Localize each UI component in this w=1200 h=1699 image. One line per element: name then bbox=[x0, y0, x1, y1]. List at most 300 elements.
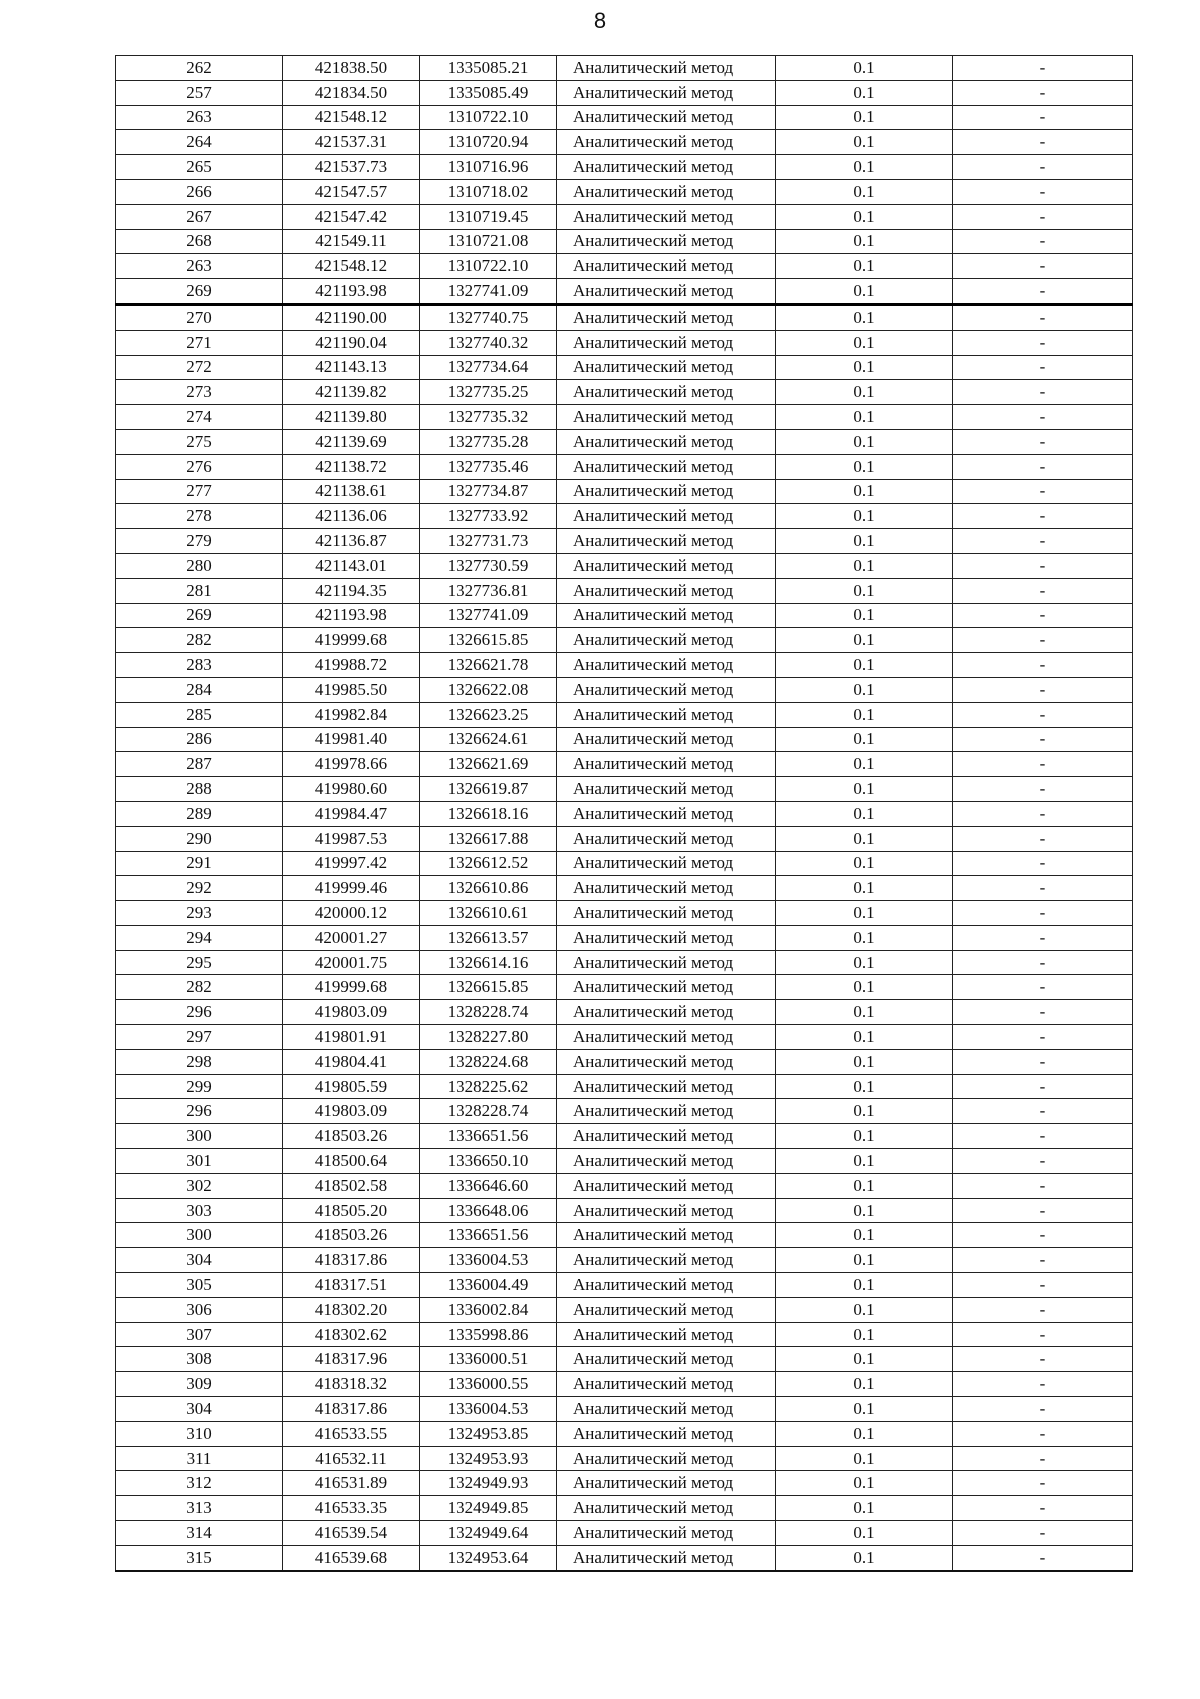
method-cell: Аналитический метод bbox=[557, 603, 776, 628]
x-coordinate-cell: 419988.72 bbox=[283, 653, 420, 678]
y-coordinate-cell: 1327733.92 bbox=[420, 504, 557, 529]
method-cell: Аналитический метод bbox=[557, 702, 776, 727]
point-number-cell: 311 bbox=[116, 1446, 283, 1471]
y-coordinate-cell: 1327736.81 bbox=[420, 578, 557, 603]
note-cell: - bbox=[953, 1297, 1133, 1322]
point-number-cell: 299 bbox=[116, 1074, 283, 1099]
note-cell: - bbox=[953, 405, 1133, 430]
accuracy-cell: 0.1 bbox=[776, 901, 953, 926]
y-coordinate-cell: 1327741.09 bbox=[420, 279, 557, 305]
method-cell: Аналитический метод bbox=[557, 105, 776, 130]
x-coordinate-cell: 420001.75 bbox=[283, 950, 420, 975]
table-row bbox=[116, 1149, 1133, 1174]
method-cell: Аналитический метод bbox=[557, 380, 776, 405]
note-cell: - bbox=[953, 204, 1133, 229]
table-row bbox=[116, 454, 1133, 479]
table-row bbox=[116, 1273, 1133, 1298]
note-cell: - bbox=[953, 752, 1133, 777]
y-coordinate-cell: 1326621.69 bbox=[420, 752, 557, 777]
table-row bbox=[116, 1173, 1133, 1198]
accuracy-cell: 0.1 bbox=[776, 454, 953, 479]
note-cell: - bbox=[953, 229, 1133, 254]
y-coordinate-cell: 1336651.56 bbox=[420, 1124, 557, 1149]
x-coordinate-cell: 421548.12 bbox=[283, 105, 420, 130]
x-coordinate-cell: 418317.51 bbox=[283, 1273, 420, 1298]
accuracy-cell: 0.1 bbox=[776, 702, 953, 727]
x-coordinate-cell: 421193.98 bbox=[283, 279, 420, 305]
method-cell: Аналитический метод bbox=[557, 1198, 776, 1223]
accuracy-cell: 0.1 bbox=[776, 1322, 953, 1347]
y-coordinate-cell: 1310721.08 bbox=[420, 229, 557, 254]
point-number-cell: 266 bbox=[116, 179, 283, 204]
table-row bbox=[116, 355, 1133, 380]
accuracy-cell: 0.1 bbox=[776, 1049, 953, 1074]
point-number-cell: 271 bbox=[116, 330, 283, 355]
x-coordinate-cell: 418502.58 bbox=[283, 1173, 420, 1198]
method-cell: Аналитический метод bbox=[557, 1471, 776, 1496]
x-coordinate-cell: 421136.06 bbox=[283, 504, 420, 529]
point-number-cell: 300 bbox=[116, 1124, 283, 1149]
point-number-cell: 274 bbox=[116, 405, 283, 430]
accuracy-cell: 0.1 bbox=[776, 578, 953, 603]
point-number-cell: 304 bbox=[116, 1248, 283, 1273]
note-cell: - bbox=[953, 677, 1133, 702]
accuracy-cell: 0.1 bbox=[776, 429, 953, 454]
y-coordinate-cell: 1326619.87 bbox=[420, 777, 557, 802]
x-coordinate-cell: 416531.89 bbox=[283, 1471, 420, 1496]
method-cell: Аналитический метод bbox=[557, 1248, 776, 1273]
accuracy-cell: 0.1 bbox=[776, 925, 953, 950]
x-coordinate-cell: 416539.68 bbox=[283, 1545, 420, 1570]
y-coordinate-cell: 1326610.61 bbox=[420, 901, 557, 926]
accuracy-cell: 0.1 bbox=[776, 1248, 953, 1273]
x-coordinate-cell: 418317.96 bbox=[283, 1347, 420, 1372]
y-coordinate-cell: 1336646.60 bbox=[420, 1173, 557, 1198]
point-number-cell: 302 bbox=[116, 1173, 283, 1198]
x-coordinate-cell: 418302.20 bbox=[283, 1297, 420, 1322]
x-coordinate-cell: 421138.61 bbox=[283, 479, 420, 504]
accuracy-cell: 0.1 bbox=[776, 677, 953, 702]
method-cell: Аналитический метод bbox=[557, 529, 776, 554]
table-row bbox=[116, 975, 1133, 1000]
note-cell: - bbox=[953, 777, 1133, 802]
x-coordinate-cell: 416539.54 bbox=[283, 1521, 420, 1546]
note-cell: - bbox=[953, 876, 1133, 901]
note-cell: - bbox=[953, 56, 1133, 81]
accuracy-cell: 0.1 bbox=[776, 1124, 953, 1149]
table-row bbox=[116, 1347, 1133, 1372]
point-number-cell: 284 bbox=[116, 677, 283, 702]
point-number-cell: 291 bbox=[116, 851, 283, 876]
point-number-cell: 292 bbox=[116, 876, 283, 901]
x-coordinate-cell: 419985.50 bbox=[283, 677, 420, 702]
x-coordinate-cell: 421193.98 bbox=[283, 603, 420, 628]
table-row bbox=[116, 777, 1133, 802]
point-number-cell: 269 bbox=[116, 279, 283, 305]
y-coordinate-cell: 1336002.84 bbox=[420, 1297, 557, 1322]
x-coordinate-cell: 418317.86 bbox=[283, 1248, 420, 1273]
method-cell: Аналитический метод bbox=[557, 504, 776, 529]
coordinates-table-body bbox=[116, 56, 1133, 1571]
table-row bbox=[116, 578, 1133, 603]
point-number-cell: 262 bbox=[116, 56, 283, 81]
accuracy-cell: 0.1 bbox=[776, 479, 953, 504]
y-coordinate-cell: 1327734.87 bbox=[420, 479, 557, 504]
note-cell: - bbox=[953, 279, 1133, 305]
table-row bbox=[116, 1074, 1133, 1099]
accuracy-cell: 0.1 bbox=[776, 80, 953, 105]
y-coordinate-cell: 1328228.74 bbox=[420, 1099, 557, 1124]
x-coordinate-cell: 421549.11 bbox=[283, 229, 420, 254]
x-coordinate-cell: 419999.68 bbox=[283, 628, 420, 653]
point-number-cell: 263 bbox=[116, 105, 283, 130]
point-number-cell: 305 bbox=[116, 1273, 283, 1298]
y-coordinate-cell: 1326621.78 bbox=[420, 653, 557, 678]
accuracy-cell: 0.1 bbox=[776, 801, 953, 826]
y-coordinate-cell: 1335085.21 bbox=[420, 56, 557, 81]
note-cell: - bbox=[953, 429, 1133, 454]
y-coordinate-cell: 1310719.45 bbox=[420, 204, 557, 229]
accuracy-cell: 0.1 bbox=[776, 727, 953, 752]
x-coordinate-cell: 416532.11 bbox=[283, 1446, 420, 1471]
x-coordinate-cell: 421194.35 bbox=[283, 578, 420, 603]
accuracy-cell: 0.1 bbox=[776, 229, 953, 254]
table-row bbox=[116, 727, 1133, 752]
point-number-cell: 279 bbox=[116, 529, 283, 554]
note-cell: - bbox=[953, 479, 1133, 504]
point-number-cell: 301 bbox=[116, 1149, 283, 1174]
x-coordinate-cell: 419803.09 bbox=[283, 1099, 420, 1124]
note-cell: - bbox=[953, 304, 1133, 330]
y-coordinate-cell: 1336004.53 bbox=[420, 1248, 557, 1273]
y-coordinate-cell: 1328225.62 bbox=[420, 1074, 557, 1099]
note-cell: - bbox=[953, 1372, 1133, 1397]
note-cell: - bbox=[953, 653, 1133, 678]
accuracy-cell: 0.1 bbox=[776, 405, 953, 430]
point-number-cell: 315 bbox=[116, 1545, 283, 1570]
accuracy-cell: 0.1 bbox=[776, 1297, 953, 1322]
table-row bbox=[116, 1099, 1133, 1124]
y-coordinate-cell: 1324949.64 bbox=[420, 1521, 557, 1546]
y-coordinate-cell: 1326615.85 bbox=[420, 975, 557, 1000]
note-cell: - bbox=[953, 330, 1133, 355]
note-cell: - bbox=[953, 504, 1133, 529]
x-coordinate-cell: 421547.57 bbox=[283, 179, 420, 204]
note-cell: - bbox=[953, 603, 1133, 628]
method-cell: Аналитический метод bbox=[557, 179, 776, 204]
method-cell: Аналитический метод bbox=[557, 429, 776, 454]
method-cell: Аналитический метод bbox=[557, 405, 776, 430]
accuracy-cell: 0.1 bbox=[776, 975, 953, 1000]
note-cell: - bbox=[953, 553, 1133, 578]
note-cell: - bbox=[953, 1347, 1133, 1372]
note-cell: - bbox=[953, 975, 1133, 1000]
point-number-cell: 268 bbox=[116, 229, 283, 254]
accuracy-cell: 0.1 bbox=[776, 603, 953, 628]
table-row bbox=[116, 1446, 1133, 1471]
x-coordinate-cell: 419980.60 bbox=[283, 777, 420, 802]
y-coordinate-cell: 1326617.88 bbox=[420, 826, 557, 851]
point-number-cell: 278 bbox=[116, 504, 283, 529]
point-number-cell: 276 bbox=[116, 454, 283, 479]
y-coordinate-cell: 1328227.80 bbox=[420, 1025, 557, 1050]
coordinates-table bbox=[115, 55, 1133, 1572]
method-cell: Аналитический метод bbox=[557, 826, 776, 851]
point-number-cell: 298 bbox=[116, 1049, 283, 1074]
point-number-cell: 308 bbox=[116, 1347, 283, 1372]
x-coordinate-cell: 416533.35 bbox=[283, 1496, 420, 1521]
point-number-cell: 265 bbox=[116, 155, 283, 180]
method-cell: Аналитический метод bbox=[557, 1372, 776, 1397]
method-cell: Аналитический метод bbox=[557, 1322, 776, 1347]
accuracy-cell: 0.1 bbox=[776, 254, 953, 279]
note-cell: - bbox=[953, 950, 1133, 975]
x-coordinate-cell: 418318.32 bbox=[283, 1372, 420, 1397]
point-number-cell: 294 bbox=[116, 925, 283, 950]
accuracy-cell: 0.1 bbox=[776, 1000, 953, 1025]
y-coordinate-cell: 1310716.96 bbox=[420, 155, 557, 180]
method-cell: Аналитический метод bbox=[557, 479, 776, 504]
method-cell: Аналитический метод bbox=[557, 653, 776, 678]
x-coordinate-cell: 421537.31 bbox=[283, 130, 420, 155]
point-number-cell: 264 bbox=[116, 130, 283, 155]
note-cell: - bbox=[953, 1000, 1133, 1025]
x-coordinate-cell: 421143.01 bbox=[283, 553, 420, 578]
note-cell: - bbox=[953, 901, 1133, 926]
point-number-cell: 257 bbox=[116, 80, 283, 105]
method-cell: Аналитический метод bbox=[557, 155, 776, 180]
accuracy-cell: 0.1 bbox=[776, 553, 953, 578]
table-row bbox=[116, 826, 1133, 851]
accuracy-cell: 0.1 bbox=[776, 1545, 953, 1570]
note-cell: - bbox=[953, 454, 1133, 479]
point-number-cell: 273 bbox=[116, 380, 283, 405]
point-number-cell: 282 bbox=[116, 628, 283, 653]
x-coordinate-cell: 421537.73 bbox=[283, 155, 420, 180]
table-row bbox=[116, 553, 1133, 578]
y-coordinate-cell: 1328228.74 bbox=[420, 1000, 557, 1025]
point-number-cell: 296 bbox=[116, 1099, 283, 1124]
point-number-cell: 312 bbox=[116, 1471, 283, 1496]
table-row bbox=[116, 653, 1133, 678]
accuracy-cell: 0.1 bbox=[776, 826, 953, 851]
table-row bbox=[116, 925, 1133, 950]
method-cell: Аналитический метод bbox=[557, 950, 776, 975]
note-cell: - bbox=[953, 727, 1133, 752]
x-coordinate-cell: 419978.66 bbox=[283, 752, 420, 777]
table-row bbox=[116, 204, 1133, 229]
accuracy-cell: 0.1 bbox=[776, 529, 953, 554]
method-cell: Аналитический метод bbox=[557, 901, 776, 926]
y-coordinate-cell: 1327735.25 bbox=[420, 380, 557, 405]
table-row bbox=[116, 1248, 1133, 1273]
accuracy-cell: 0.1 bbox=[776, 653, 953, 678]
method-cell: Аналитический метод bbox=[557, 553, 776, 578]
table-row bbox=[116, 1496, 1133, 1521]
method-cell: Аналитический метод bbox=[557, 1273, 776, 1298]
accuracy-cell: 0.1 bbox=[776, 130, 953, 155]
point-number-cell: 295 bbox=[116, 950, 283, 975]
note-cell: - bbox=[953, 80, 1133, 105]
point-number-cell: 269 bbox=[116, 603, 283, 628]
method-cell: Аналитический метод bbox=[557, 1397, 776, 1422]
method-cell: Аналитический метод bbox=[557, 677, 776, 702]
y-coordinate-cell: 1324953.85 bbox=[420, 1421, 557, 1446]
y-coordinate-cell: 1326613.57 bbox=[420, 925, 557, 950]
table-row bbox=[116, 1372, 1133, 1397]
x-coordinate-cell: 421190.04 bbox=[283, 330, 420, 355]
point-number-cell: 307 bbox=[116, 1322, 283, 1347]
table-row bbox=[116, 179, 1133, 204]
accuracy-cell: 0.1 bbox=[776, 1198, 953, 1223]
y-coordinate-cell: 1328224.68 bbox=[420, 1049, 557, 1074]
x-coordinate-cell: 420001.27 bbox=[283, 925, 420, 950]
point-number-cell: 282 bbox=[116, 975, 283, 1000]
y-coordinate-cell: 1336004.49 bbox=[420, 1273, 557, 1298]
accuracy-cell: 0.1 bbox=[776, 1273, 953, 1298]
point-number-cell: 281 bbox=[116, 578, 283, 603]
note-cell: - bbox=[953, 925, 1133, 950]
x-coordinate-cell: 418505.20 bbox=[283, 1198, 420, 1223]
method-cell: Аналитический метод bbox=[557, 330, 776, 355]
point-number-cell: 306 bbox=[116, 1297, 283, 1322]
y-coordinate-cell: 1326623.25 bbox=[420, 702, 557, 727]
table-row bbox=[116, 479, 1133, 504]
note-cell: - bbox=[953, 1496, 1133, 1521]
table-row bbox=[116, 405, 1133, 430]
note-cell: - bbox=[953, 1446, 1133, 1471]
method-cell: Аналитический метод bbox=[557, 1421, 776, 1446]
method-cell: Аналитический метод bbox=[557, 578, 776, 603]
method-cell: Аналитический метод bbox=[557, 727, 776, 752]
method-cell: Аналитический метод bbox=[557, 279, 776, 305]
accuracy-cell: 0.1 bbox=[776, 777, 953, 802]
note-cell: - bbox=[953, 1025, 1133, 1050]
accuracy-cell: 0.1 bbox=[776, 1471, 953, 1496]
x-coordinate-cell: 419805.59 bbox=[283, 1074, 420, 1099]
point-number-cell: 309 bbox=[116, 1372, 283, 1397]
table-row bbox=[116, 801, 1133, 826]
table-row bbox=[116, 1322, 1133, 1347]
y-coordinate-cell: 1310718.02 bbox=[420, 179, 557, 204]
note-cell: - bbox=[953, 155, 1133, 180]
page-number: 8 bbox=[593, 8, 607, 33]
accuracy-cell: 0.1 bbox=[776, 1421, 953, 1446]
table-row bbox=[116, 1025, 1133, 1050]
table-row bbox=[116, 130, 1133, 155]
table-row bbox=[116, 1421, 1133, 1446]
note-cell: - bbox=[953, 1421, 1133, 1446]
accuracy-cell: 0.1 bbox=[776, 279, 953, 305]
method-cell: Аналитический метод bbox=[557, 254, 776, 279]
y-coordinate-cell: 1327735.32 bbox=[420, 405, 557, 430]
accuracy-cell: 0.1 bbox=[776, 876, 953, 901]
x-coordinate-cell: 419999.46 bbox=[283, 876, 420, 901]
method-cell: Аналитический метод bbox=[557, 1521, 776, 1546]
y-coordinate-cell: 1327740.75 bbox=[420, 304, 557, 330]
x-coordinate-cell: 418503.26 bbox=[283, 1223, 420, 1248]
table-row bbox=[116, 752, 1133, 777]
table-row bbox=[116, 304, 1133, 330]
x-coordinate-cell: 418500.64 bbox=[283, 1149, 420, 1174]
y-coordinate-cell: 1326615.85 bbox=[420, 628, 557, 653]
x-coordinate-cell: 419999.68 bbox=[283, 975, 420, 1000]
note-cell: - bbox=[953, 702, 1133, 727]
accuracy-cell: 0.1 bbox=[776, 204, 953, 229]
point-number-cell: 277 bbox=[116, 479, 283, 504]
note-cell: - bbox=[953, 380, 1133, 405]
method-cell: Аналитический метод bbox=[557, 975, 776, 1000]
table-row bbox=[116, 80, 1133, 105]
y-coordinate-cell: 1326612.52 bbox=[420, 851, 557, 876]
accuracy-cell: 0.1 bbox=[776, 1099, 953, 1124]
table-row bbox=[116, 429, 1133, 454]
point-number-cell: 272 bbox=[116, 355, 283, 380]
table-row bbox=[116, 603, 1133, 628]
accuracy-cell: 0.1 bbox=[776, 950, 953, 975]
table-row bbox=[116, 380, 1133, 405]
method-cell: Аналитический метод bbox=[557, 1124, 776, 1149]
note-cell: - bbox=[953, 801, 1133, 826]
accuracy-cell: 0.1 bbox=[776, 1347, 953, 1372]
method-cell: Аналитический метод bbox=[557, 628, 776, 653]
table-row bbox=[116, 229, 1133, 254]
accuracy-cell: 0.1 bbox=[776, 752, 953, 777]
table-row bbox=[116, 1000, 1133, 1025]
note-cell: - bbox=[953, 1322, 1133, 1347]
point-number-cell: 283 bbox=[116, 653, 283, 678]
x-coordinate-cell: 421143.13 bbox=[283, 355, 420, 380]
point-number-cell: 263 bbox=[116, 254, 283, 279]
x-coordinate-cell: 418302.62 bbox=[283, 1322, 420, 1347]
y-coordinate-cell: 1326622.08 bbox=[420, 677, 557, 702]
note-cell: - bbox=[953, 1545, 1133, 1570]
accuracy-cell: 0.1 bbox=[776, 1496, 953, 1521]
y-coordinate-cell: 1326618.16 bbox=[420, 801, 557, 826]
table-row bbox=[116, 876, 1133, 901]
y-coordinate-cell: 1335998.86 bbox=[420, 1322, 557, 1347]
table-row bbox=[116, 950, 1133, 975]
method-cell: Аналитический метод bbox=[557, 1000, 776, 1025]
x-coordinate-cell: 419987.53 bbox=[283, 826, 420, 851]
accuracy-cell: 0.1 bbox=[776, 628, 953, 653]
x-coordinate-cell: 421139.80 bbox=[283, 405, 420, 430]
method-cell: Аналитический метод bbox=[557, 925, 776, 950]
method-cell: Аналитический метод bbox=[557, 204, 776, 229]
note-cell: - bbox=[953, 1149, 1133, 1174]
note-cell: - bbox=[953, 578, 1133, 603]
accuracy-cell: 0.1 bbox=[776, 1025, 953, 1050]
point-number-cell: 290 bbox=[116, 826, 283, 851]
method-cell: Аналитический метод bbox=[557, 1149, 776, 1174]
x-coordinate-cell: 418503.26 bbox=[283, 1124, 420, 1149]
accuracy-cell: 0.1 bbox=[776, 1173, 953, 1198]
point-number-cell: 288 bbox=[116, 777, 283, 802]
x-coordinate-cell: 419804.41 bbox=[283, 1049, 420, 1074]
y-coordinate-cell: 1310722.10 bbox=[420, 105, 557, 130]
y-coordinate-cell: 1327730.59 bbox=[420, 553, 557, 578]
accuracy-cell: 0.1 bbox=[776, 380, 953, 405]
method-cell: Аналитический метод bbox=[557, 130, 776, 155]
y-coordinate-cell: 1327741.09 bbox=[420, 603, 557, 628]
y-coordinate-cell: 1336648.06 bbox=[420, 1198, 557, 1223]
method-cell: Аналитический метод bbox=[557, 1074, 776, 1099]
note-cell: - bbox=[953, 1099, 1133, 1124]
y-coordinate-cell: 1324953.93 bbox=[420, 1446, 557, 1471]
note-cell: - bbox=[953, 105, 1133, 130]
accuracy-cell: 0.1 bbox=[776, 155, 953, 180]
y-coordinate-cell: 1336000.55 bbox=[420, 1372, 557, 1397]
